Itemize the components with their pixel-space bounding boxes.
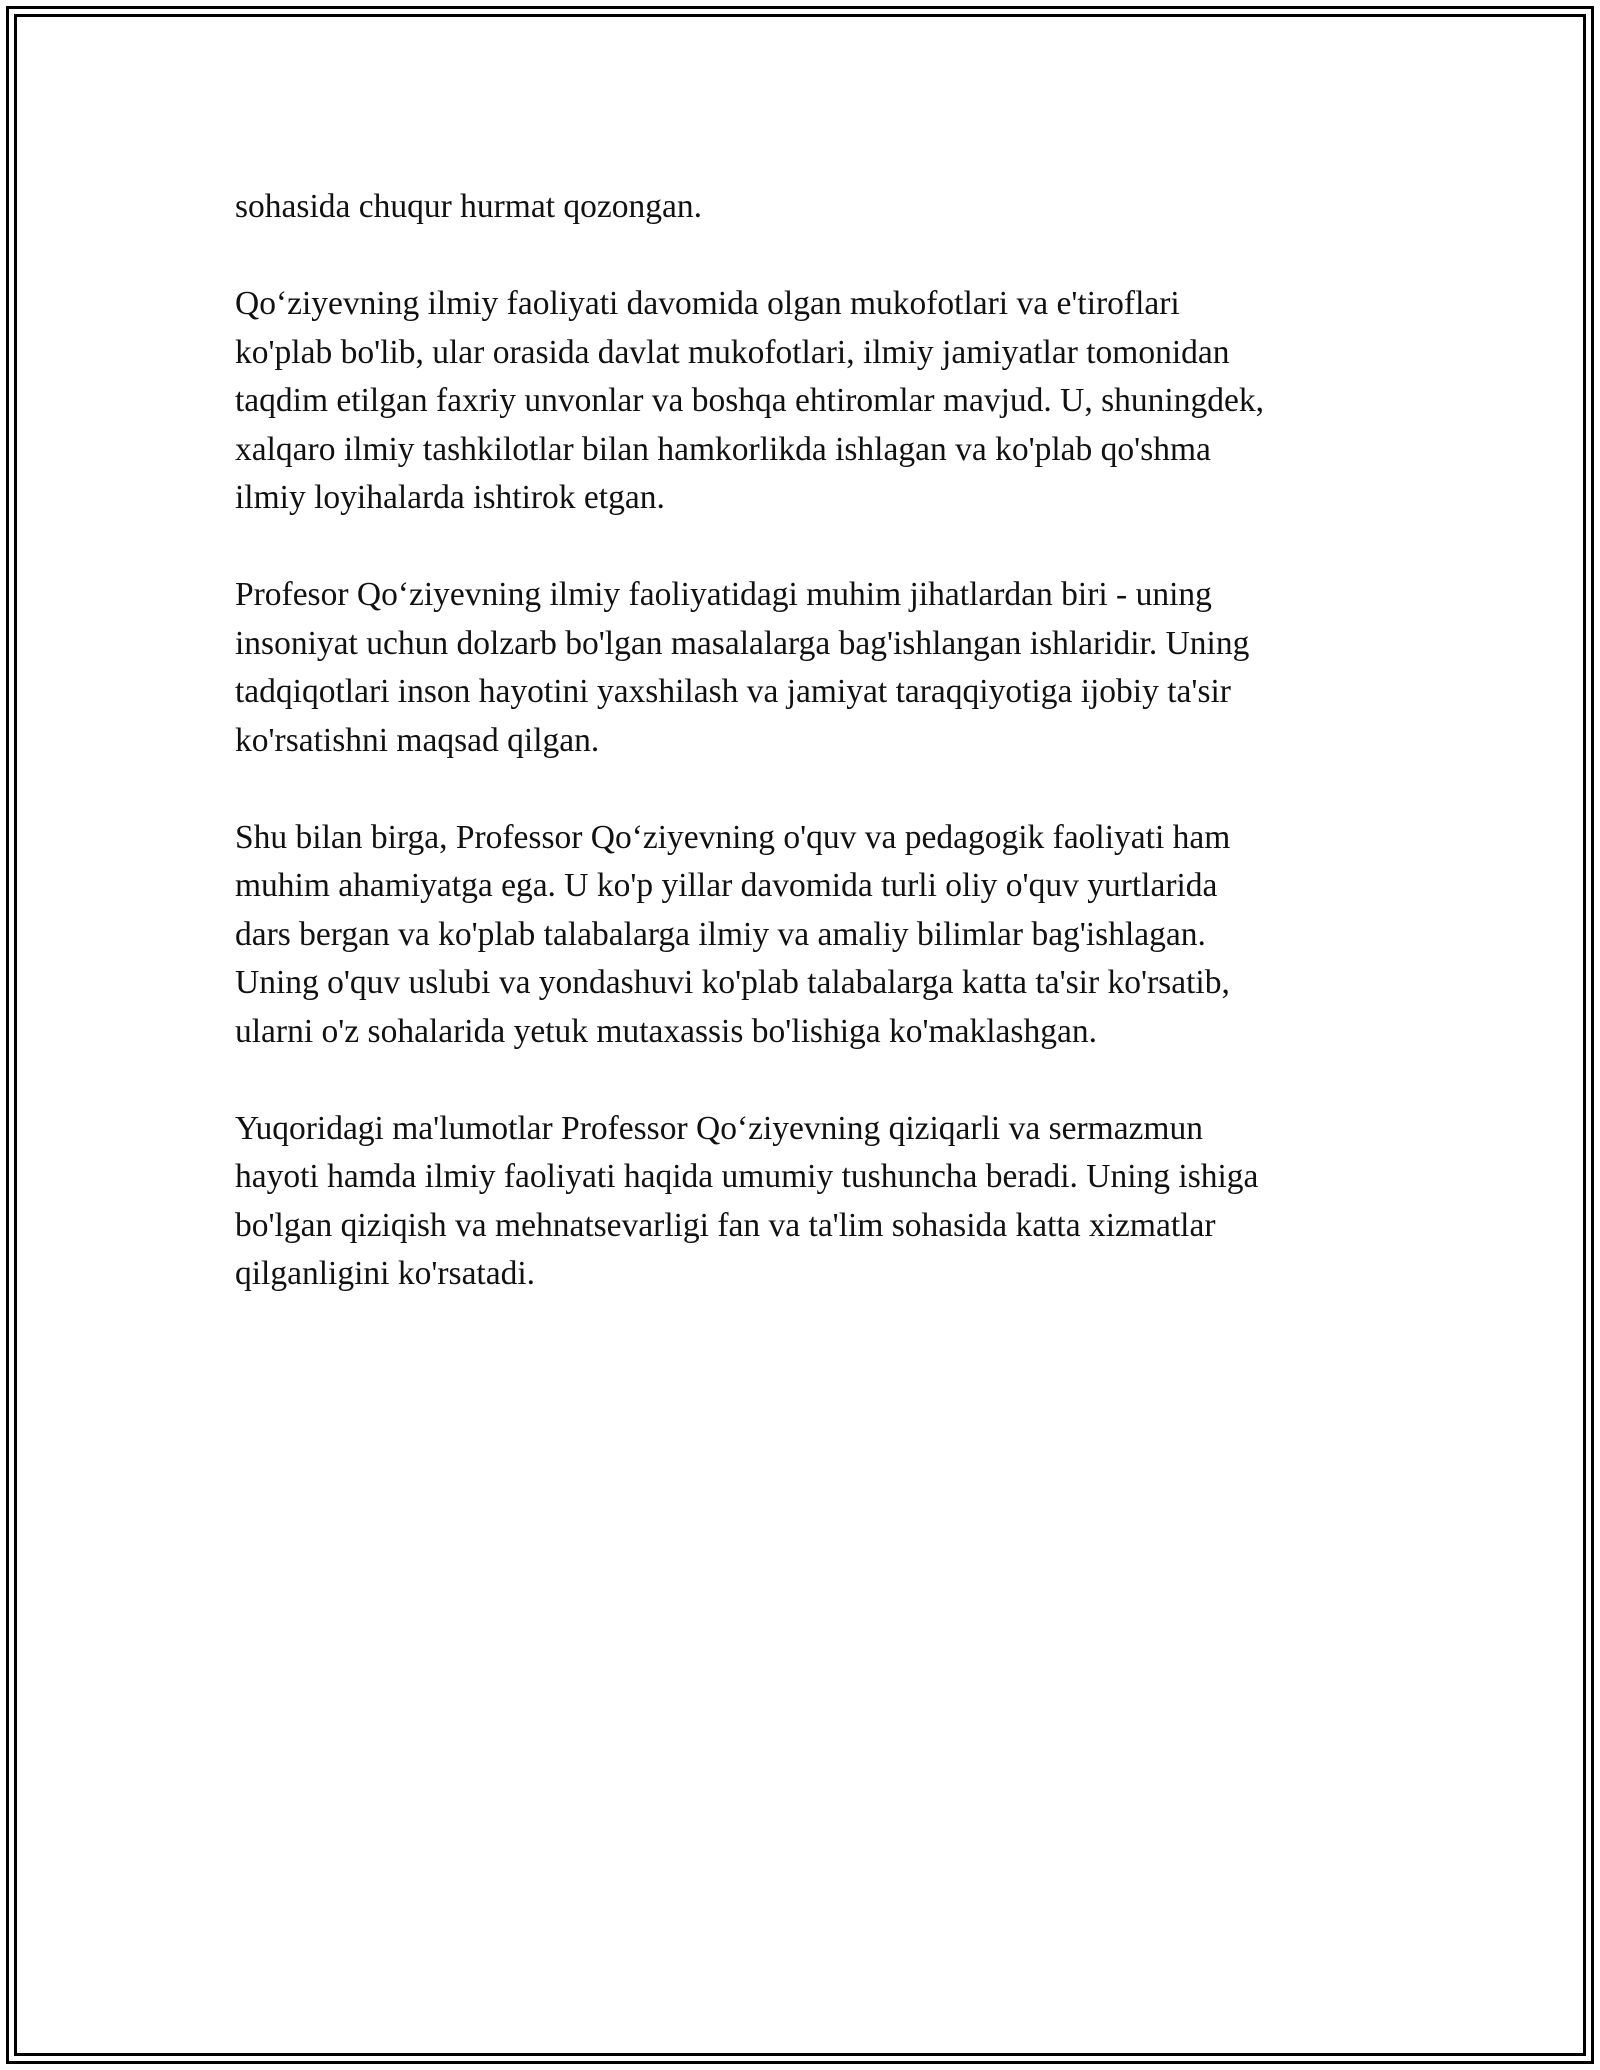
text-line: dars bergan va ko'plab talabalarga ilmiy va amaliy bilimlar bag'ishlagan.	[235, 915, 1206, 953]
paragraph-1	[235, 183, 1375, 232]
text-line: ilmiy loyihalarda ishtirok etgan.	[235, 479, 665, 516]
text-line: insoniyat uchun dolzarb bo'lgan masalalarga bag'ishlangan ishlaridir. Uning	[235, 624, 1250, 662]
text-line: Uning o'quv uslubi va yondashuvi ko'plab talabalarga katta ta'sir ko'rsatib,	[235, 964, 1230, 1001]
text-line: xalqaro ilmiy tashkilotlar bilan hamkorlikda ishlagan va ko'plab qo'shma	[235, 430, 1211, 468]
text-line: hayoti hamda ilmiy faoliyati haqida umumiy tushuncha beradi. Uning ishiga	[235, 1158, 1259, 1195]
paragraph-2	[235, 280, 1375, 523]
document-body	[235, 183, 1375, 1347]
paragraph-5	[235, 1105, 1375, 1299]
text-line: sohasida chuqur hurmat qozongan.	[235, 188, 703, 225]
text-line: ko'plab bo'lib, ular orasida davlat mukofotlari, ilmiy jamiyatlar tomonidan	[235, 333, 1230, 371]
text-line: qilganligini ko'rsatadi.	[235, 1255, 536, 1292]
paragraph-4	[235, 814, 1375, 1057]
text-line: Qo‘ziyevning ilmiy faoliyati davomida olgan mukofotlari va e'tiroflari	[235, 285, 1180, 322]
text-line: ko'rsatishni maqsad qilgan.	[235, 721, 600, 759]
text-line: bo'lgan qiziqish va mehnatsevarligi fan va ta'lim sohasida katta xizmatlar	[235, 1206, 1216, 1244]
text-line: Profesor Qo‘ziyevning ilmiy faoliyatidagi muhim jihatlardan biri - uning	[235, 576, 1212, 613]
text-line: Shu bilan birga, Professor Qo‘ziyevning o'quv va pedagogik faoliyati ham	[235, 818, 1231, 856]
text-line: taqdim etilgan faxriy unvonlar va boshqa ehtiromlar mavjud. U, shuningdek,	[235, 382, 1264, 419]
text-line: muhim ahamiyatga ega. U ko'p yillar davomida turli oliy o'quv yurtlarida	[235, 867, 1218, 904]
text-line: ularni o'z sohalarida yetuk mutaxassis bo'lishiga ko'maklashgan.	[235, 1012, 1097, 1050]
text-line: Yuqoridagi ma'lumotlar Professor Qo‘ziyevning qiziqarli va sermazmun	[235, 1109, 1203, 1147]
text-line: tadqiqotlari inson hayotini yaxshilash va jamiyat taraqqiyotiga ijobiy ta'sir	[235, 673, 1231, 710]
paragraph-3	[235, 571, 1375, 765]
